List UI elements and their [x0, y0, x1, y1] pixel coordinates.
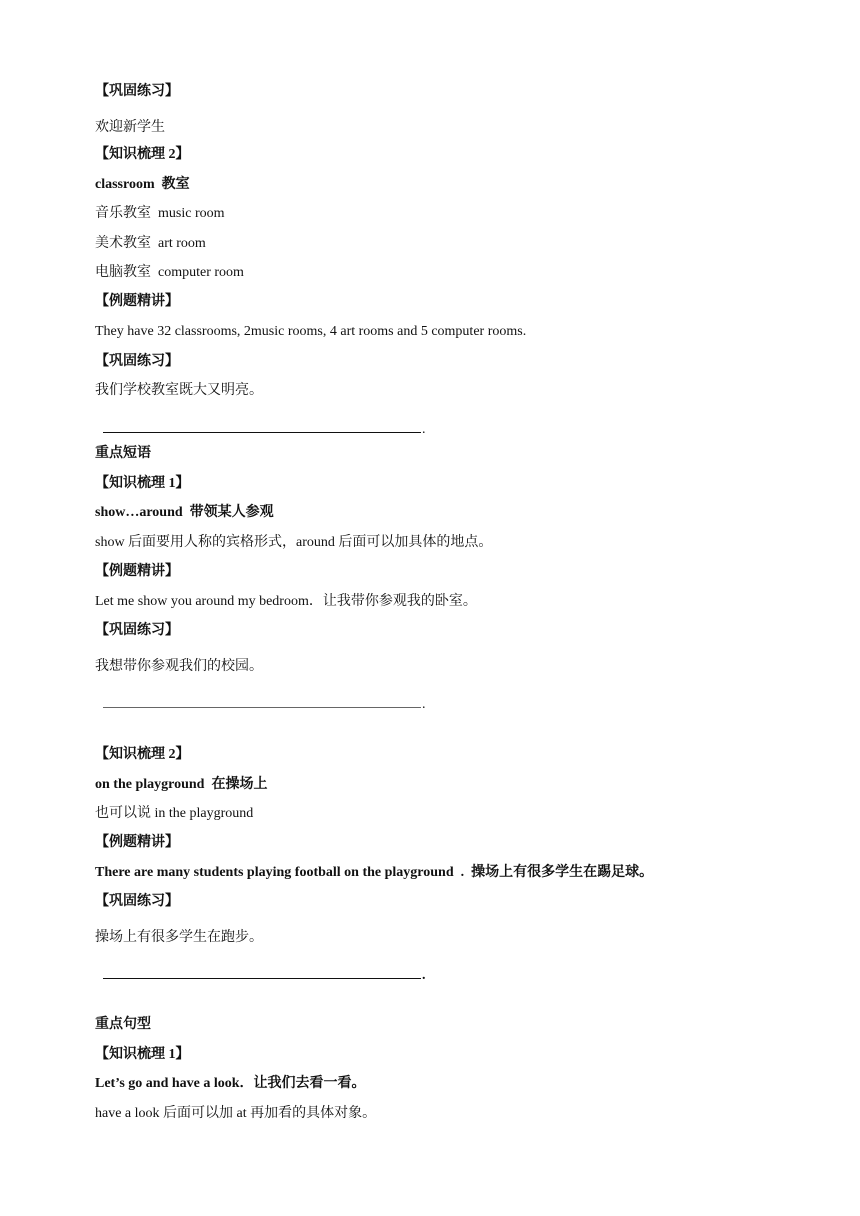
phrase-note: 也可以说 in the playground [95, 806, 254, 821]
phrase-note: show 后面要用人称的宾格形式，around 后面可以加具体的地点。 [95, 535, 493, 550]
practice-prompt: 我们学校教室既大又明亮。 [95, 383, 263, 398]
example-sentence: Let me show you around my bedroom．让我带你参观我的卧室。 [95, 594, 477, 609]
vocab-art-room: 美术教室 art room [95, 236, 206, 251]
answer-blank-period: . [422, 697, 426, 712]
knowledge-heading-2: 【知识梳理 2】 [95, 147, 190, 162]
sentence-lets-have-a-look: Let’s go and have a look．让我们去看一看。 [95, 1076, 366, 1091]
key-phrases-title: 重点短语 [95, 446, 151, 461]
example-heading: 【例题精讲】 [95, 294, 179, 309]
phrase-show-around: show…around 带领某人参观 [95, 505, 274, 520]
practice-prompt: 操场上有很多学生在跑步。 [95, 930, 263, 945]
example-heading: 【例题精讲】 [95, 835, 179, 850]
vocab-music-room: 音乐教室 music room [95, 206, 225, 221]
answer-blank-line[interactable] [103, 432, 421, 433]
vocab-classroom: classroom 教室 [95, 177, 190, 192]
knowledge-heading-1: 【知识梳理 1】 [95, 1047, 190, 1062]
answer-blank-line[interactable] [103, 978, 421, 979]
practice-heading: 【巩固练习】 [95, 623, 179, 638]
answer-blank-line[interactable] [103, 707, 421, 708]
example-heading: 【例题精讲】 [95, 564, 179, 579]
practice-heading: 【巩固练习】 [95, 354, 179, 369]
knowledge-heading-2: 【知识梳理 2】 [95, 747, 190, 762]
knowledge-heading-1: 【知识梳理 1】 [95, 476, 190, 491]
key-sentences-title: 重点句型 [95, 1017, 151, 1032]
vocab-computer-room: 电脑教室 computer room [95, 265, 244, 280]
answer-blank-period: . [422, 968, 426, 983]
answer-blank-period: . [422, 422, 426, 437]
practice-prompt: 我想带你参观我们的校园。 [95, 659, 263, 674]
practice-prompt: 欢迎新学生 [95, 120, 165, 135]
practice-heading: 【巩固练习】 [95, 84, 179, 99]
example-sentence: They have 32 classrooms, 2music rooms, 4 art rooms and 5 computer rooms. [95, 324, 527, 339]
practice-heading: 【巩固练习】 [95, 894, 179, 909]
phrase-on-the-playground: on the playground 在操场上 [95, 777, 268, 792]
sentence-note: have a look 后面可以加 at 再加看的具体对象。 [95, 1106, 377, 1121]
example-sentence: There are many students playing football on the playground . 操场上有很多学生在踢足球。 [95, 865, 654, 880]
